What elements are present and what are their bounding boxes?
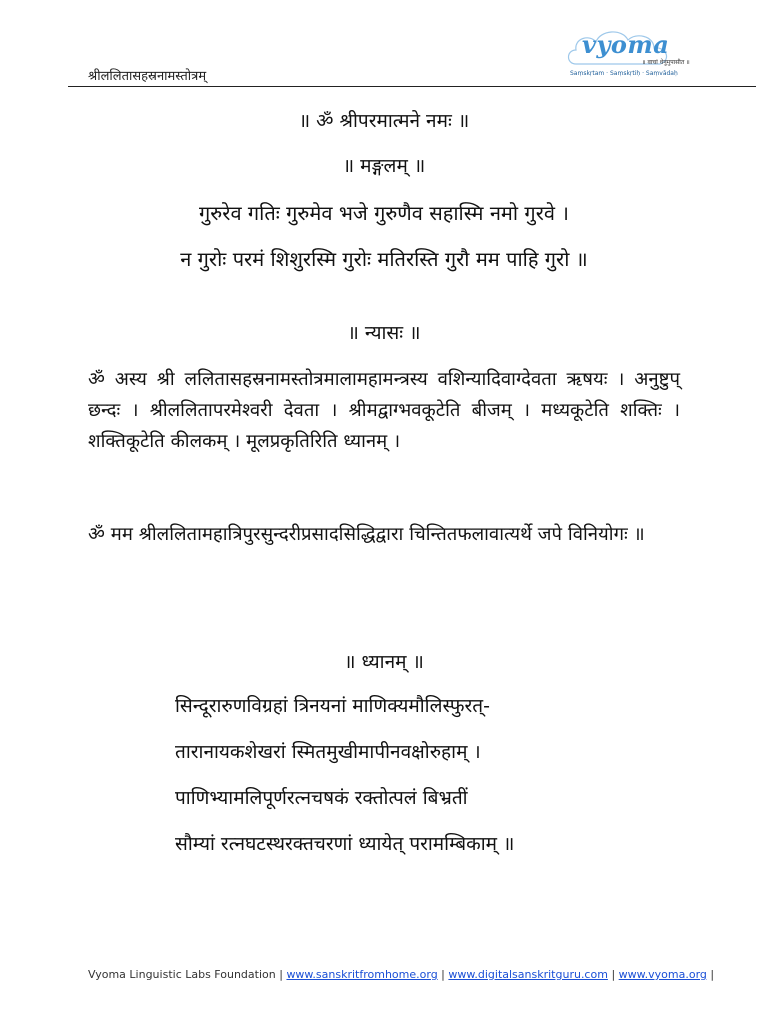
footer-separator: |	[441, 968, 445, 981]
footer-separator: |	[279, 968, 283, 981]
dhyanam-heading: ॥ ध्यानम् ॥	[344, 651, 424, 673]
footer-link-digitalsanskritguru[interactable]: www.digitalsanskritguru.com	[448, 968, 608, 981]
invocation-line: ॥ ॐ श्रीपरमात्मने नमः ॥	[298, 110, 470, 132]
mangalam-line-1: गुरुरेव गतिः गुरुमेव भजे गुरुणैव सहास्मि नमो गुरवे ।	[199, 201, 569, 225]
dhyanam-line-2: तारानायकशेखरां स्मितमुखीमापीनवक्षोरुहाम् ।	[175, 741, 481, 763]
mangalam-line-2: न गुरोः परमं शिशुरस्मि गुरोः मतिरस्ति गुरौ मम पाहि गुरो ॥	[180, 247, 588, 271]
footer-link-sanskritfromhome[interactable]: www.sanskritfromhome.org	[286, 968, 438, 981]
dhyanam-line-3: पाणिभ्यामलिपूर्णरत्नचषकं रक्तोत्पलं बिभ्रतीं	[175, 787, 468, 809]
logo-tagline: ॥ वाचां धेनुमुपासीत ॥	[642, 59, 690, 66]
footer	[88, 968, 714, 981]
nyasa-paragraph-2: ॐ मम श्रीललितामहात्रिपुरसुन्दरीप्रसादसिद्धिद्वारा चिन्तितफलावात्यर्थे जपे विनियोगः ॥	[88, 524, 645, 545]
mangalam-heading: ॥ मङ्गलम् ॥	[342, 155, 426, 177]
header-divider	[68, 86, 756, 87]
dhyanam-line-1: सिन्दूरारुणविग्रहां त्रिनयनां माणिक्यमौलिस्फुरत्-	[175, 695, 490, 717]
running-title: श्रीललितासहस्रनामस्तोत्रम्	[88, 69, 207, 84]
logo-subtitle: Saṃskṛtam · Saṃskṛtiḥ · Saṃvādaḥ	[570, 70, 678, 77]
footer-link-vyoma[interactable]: www.vyoma.org	[618, 968, 707, 981]
footer-org: Vyoma Linguistic Labs Foundation	[88, 968, 276, 981]
nyasa-heading: ॥ न्यासः ॥	[347, 322, 421, 344]
dhyanam-line-4: सौम्यां रत्नघटस्थरक्तचरणां ध्यायेत् परामम्बिकाम् ॥	[175, 833, 515, 855]
vyoma-logo	[562, 24, 690, 80]
footer-separator: |	[611, 968, 616, 981]
nyasa-paragraph-1: ॐ अस्य श्री ललितासहस्रनामस्तोत्रमालामहामन्त्रस्य वशिन्यादिवाग्देवता ऋषयः । अनुष्टुप् छन्दः । श्रीललितापरमेश्वरी देवता । श्रीमद्वाग्भवकूटेति बीजम् । मध्यकूटेति शक्तिः । शक्तिकूटेति कीलकम् । मूलप्रकृतिरिति ध्यानम् ।	[88, 369, 680, 452]
footer-separator: |	[710, 968, 715, 981]
logo-wordmark: vyoma	[582, 30, 670, 59]
